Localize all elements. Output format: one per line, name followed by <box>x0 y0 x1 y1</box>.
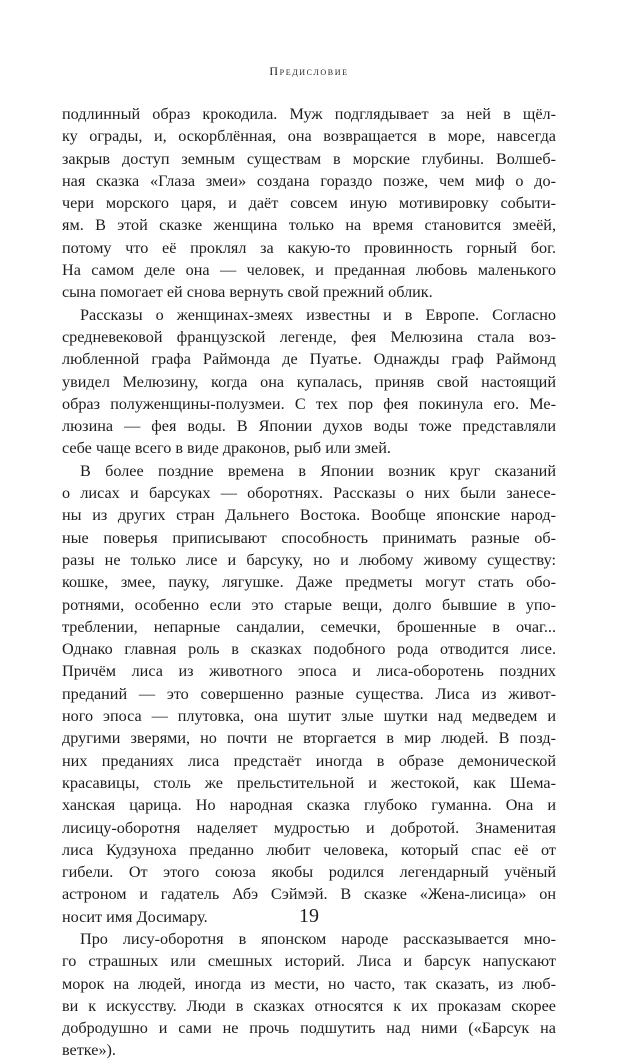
text-line: преданий — это совершенно разные существа. Лиса из живот- <box>62 684 556 703</box>
text-line: разы не только лисе и барсуку, но и любому живому существу: <box>62 550 556 569</box>
text-line: ветке»). <box>62 1041 116 1060</box>
text-line: люзина — фея воды. В Японии духов воды тоже представляли <box>62 417 556 436</box>
text-line: чери морского царя, и даёт совсем иную мотивировку событи- <box>62 194 556 213</box>
text-line: увидел Мелюзину, когда она купалась, приняв свой настоящий <box>62 372 556 391</box>
text-line: ханская царица. Но народная сказка глубоко гуманна. Она и <box>62 796 556 815</box>
page-number: 19 <box>299 905 319 927</box>
text-line: красавицы, столь же прельстительной и жестокой, как Шема- <box>62 773 556 792</box>
text-line: потому что её проклял за какую-то провинность горный бог. <box>62 238 556 257</box>
text-line: средневековой французской легенде, фея Мелюзина стала воз- <box>62 327 556 346</box>
text-line: о лисах и барсуках — оборотнях. Рассказы о них были занесе- <box>62 484 556 503</box>
text-line: Однако главная роль в сказках подобного рода отводится лисе. <box>62 640 556 659</box>
text-line: гибели. От этого союза якобы родился легендарный учёный <box>62 863 556 882</box>
running-head: Предисловие <box>269 64 349 78</box>
text-line: сына помогает ей снова вернуть свой прежний облик. <box>62 283 433 302</box>
text-line: ку ограды, и, оскорблённая, она возвращается в море, навсегда <box>62 127 556 146</box>
text-line: подлинный образ крокодила. Муж подглядывает за ней в щёл- <box>62 105 556 123</box>
text-line: любленной графа Раймонда де Пуатье. Однажды граф Раймонд <box>62 350 556 369</box>
text-line: добродушно и сами не прочь подшутить над ними («Барсук на <box>62 1019 556 1038</box>
text-line: образ полуженщины-полузмеи. С тех пор фея покинула его. Ме- <box>62 394 556 413</box>
text-line: ям. В этой сказке женщина только на время становится змеёй, <box>62 216 556 235</box>
text-line: лисицу-оборотня наделяет мудростью и добротой. Знаменитая <box>62 818 556 837</box>
text-line: морок на людей, иногда из мести, но часто, так сказать, из люб- <box>62 974 556 993</box>
text-line: ны из других стран Дальнего Востока. Вообще японские народ- <box>62 506 556 525</box>
text-line: ные поверья приписывают способность принимать разные об- <box>62 528 556 547</box>
text-line: Причём лиса из животного эпоса и лиса-оборотень поздних <box>62 662 556 681</box>
text-line: кошке, змее, пауку, лягушке. Даже предметы могут стать обо- <box>62 573 556 592</box>
text-line: другими зверями, но почти не вторгается в мир людей. В позд- <box>62 729 556 748</box>
text-line: лиса Кудзуноха преданно любит человека, который спас её от <box>62 840 556 859</box>
text-line: На самом деле она — человек, и преданная любовь маленького <box>62 261 556 280</box>
text-line: треблении, непарные сандалии, семечки, брошенные в очаг... <box>62 617 556 636</box>
text-line: ного эпоса — плутовка, она шутит злые шутки над медведем и <box>62 707 556 726</box>
text-line: Рассказы о женщинах-змеях известны и в Европе. Согласно <box>80 305 556 324</box>
text-line: Про лису-оборотня в японском народе рассказывается мно- <box>80 929 556 948</box>
text-line: закрыв доступ земным существам в морские глубины. Волшеб- <box>62 149 556 168</box>
text-line: ротнями, особенно если это старые вещи, долго бывшие в упо- <box>62 595 556 614</box>
text-line: себе чаще всего в виде драконов, рыб или змей. <box>62 439 391 458</box>
text-line: носит имя Досимару. <box>62 907 208 926</box>
text-line: го страшных или смешных историй. Лиса и барсук напускают <box>62 952 556 971</box>
text-line: них преданиях лиса предстаёт иногда в образе демонической <box>62 751 556 770</box>
text-line: ная сказка «Глаза змеи» создана гораздо позже, чем миф о до- <box>62 171 556 190</box>
text-line: ви к искусству. Люди в сказках относятся к их проказам скорее <box>62 996 556 1015</box>
text-line: астроном и гадатель Абэ Сэймэй. В сказке «Жена-лисица» он <box>62 885 556 904</box>
text-line: В более поздние времена в Японии возник круг сказаний <box>80 461 556 480</box>
